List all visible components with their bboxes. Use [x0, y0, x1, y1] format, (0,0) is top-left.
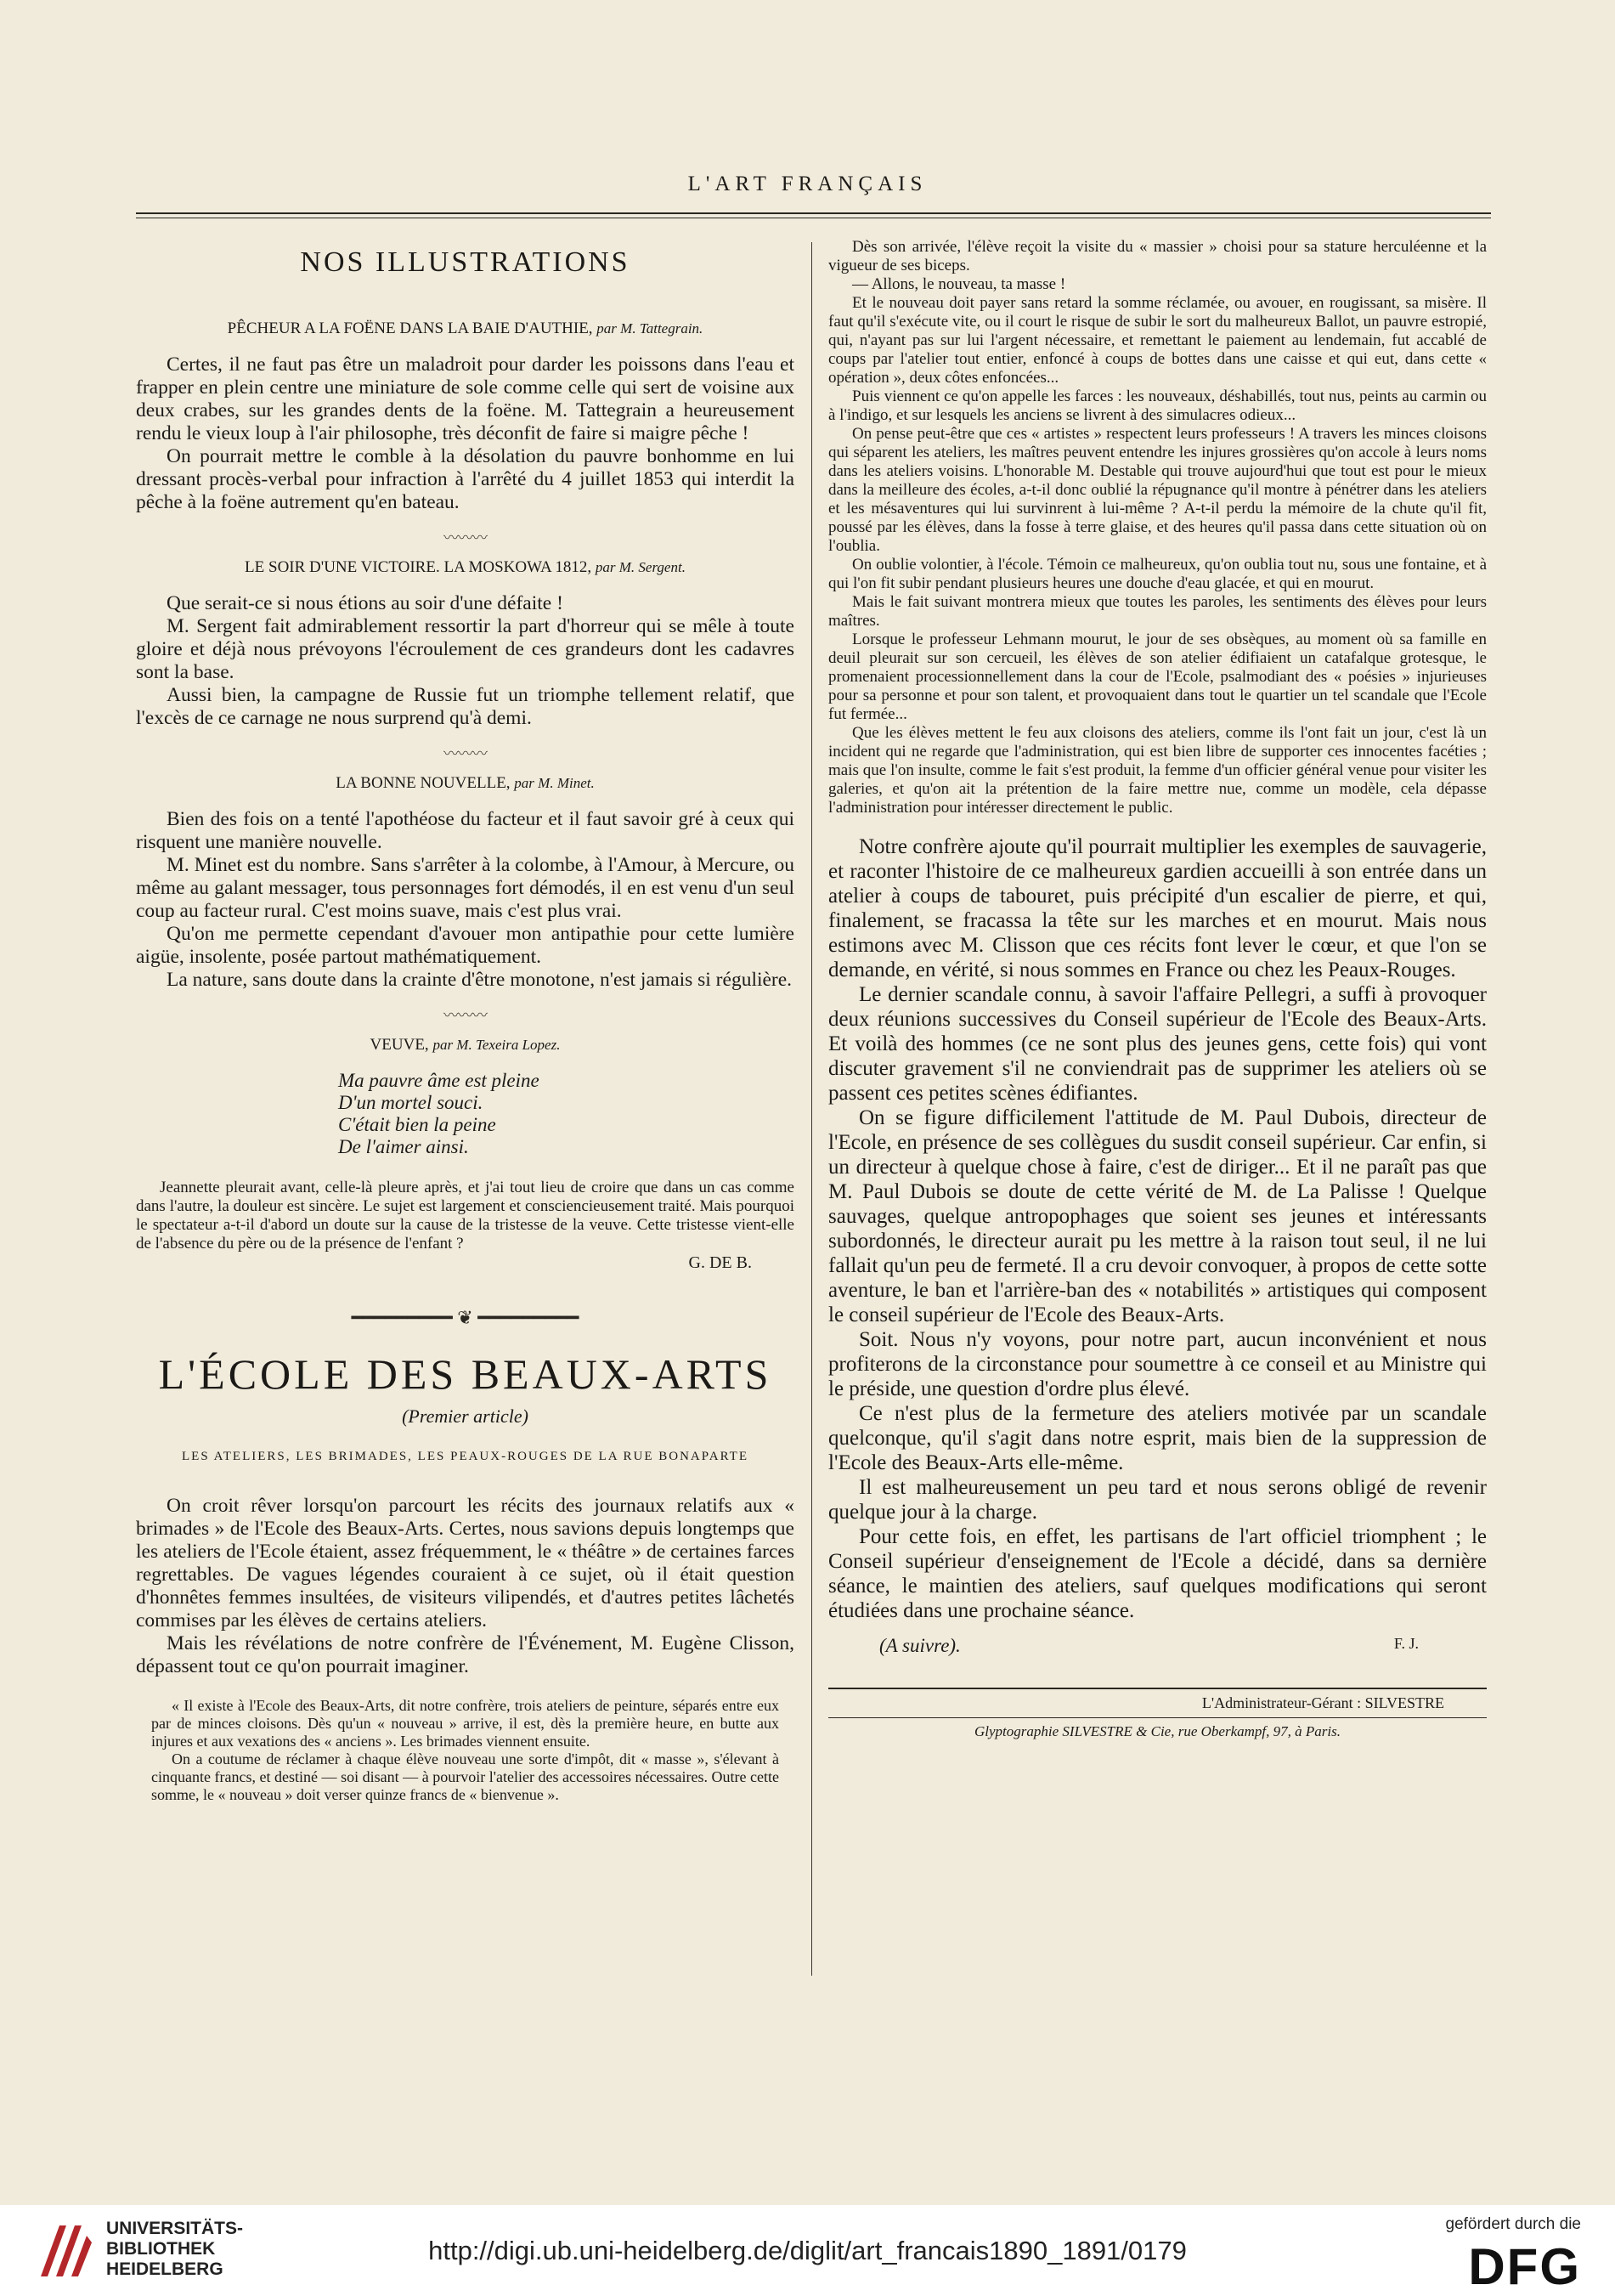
poem-line: C'était bien la peine — [338, 1114, 496, 1135]
caption-title: LA BONNE NOUVELLE, — [336, 774, 511, 792]
left-column — [136, 238, 794, 1804]
paragraph: On croit rêver lorsqu'on parcourt les récits des journaux relatifs aux « brimades » de l'Ecole des Beaux-Arts. Certes, nous savions depuis longtemps que les ateliers de l'Ecole étaient, assez fréquemment, le « théâtre » de certaines farces regrettables. De vagues légendes couraient à ce sujet, où il était question d'honnêtes femmes insultées, de visiteurs vilipendés, et d'autres petites lâchetés commises par les élèves de certains ateliers. — [136, 1495, 794, 1632]
ornament-divider: 〰〰〰 — [443, 529, 487, 546]
illustration-text — [136, 592, 794, 730]
article-title: L'ÉCOLE DES BEAUX-ARTS — [158, 1350, 772, 1398]
paragraph: M. Minet est du nombre. Sans s'arrêter à la colombe, à l'Amour, à Mercure, ou même au galant messager, tous personnages fort démodés, il en est venu d'un seul coup au facteur rural. C'est moins suave, mais c'est plus vrai. — [136, 854, 794, 922]
caption-artist: par M. Minet. — [514, 775, 595, 791]
caption-title: VEUVE, — [370, 1036, 429, 1054]
paragraph: Le dernier scandale connu, à savoir l'affaire Pellegri, a suffi à provoquer deux réunions successives du Conseil supérieur de l'Ecole des Beaux-Arts. Et voilà des hommes (ce ne sont plus des jeunes gens, cette fois) qui vont discuter gravement s'il ne conviendrait pas de supprimer les ateliers où se passent ces petites scènes édifiantes. — [828, 983, 1487, 1105]
caption-artist: par M. Tattegrain. — [596, 320, 703, 336]
caption-title: PÊCHEUR A LA FOËNE DANS LA BAIE D'AUTHIE, — [227, 320, 593, 337]
illustration-text — [136, 353, 794, 514]
quote-paragraph: On a coutume de réclamer à chaque élève nouveau une sorte d'impôt, dit « masse », s'élevant à cinquante francs, et destiné — soi disant — à pourvoir l'atelier des accessoires nécessaires. Outre cette somme, le « nouveau » doit verser quinze francs de « bienvenue ». — [151, 1750, 779, 1803]
right-column — [828, 238, 1487, 1740]
paragraph: Soit. Nous n'y voyons, pour notre part, aucun inconvénient et nous profiterons de la circonstance pour soumettre à ce conseil et au Ministre qui le préside, une question d'ordre plus élevé. — [828, 1328, 1487, 1400]
poem-line: Ma pauvre âme est pleine — [338, 1070, 539, 1091]
printer-line: Glyptographie SILVESTRE & Cie, rue Oberkampf, 97, à Paris. — [828, 1717, 1487, 1740]
quote-paragraph: On pense peut-être que ces « artistes » respectent leurs professeurs ! A travers les minces cloisons qui séparent les ateliers, les maîtres peuvent entendre les injures grossières qu'on accole à leurs noms dans les ateliers voisins. L'honorable M. Destable qui trouve aujourd'hui que tout est pour le mieux dans la meilleure des écoles, a-t-il donc oublié la répugnance qu'il montre à pénétrer dans les ateliers et les mésaventures qui lui survinrent à lui-même ? A-t-il perdu la mémoire de la chute qu'il fit, poussé par les élèves, dans la fosse à terre glaise, et des heures qu'il passa dans cette situation où on l'oublia. — [828, 425, 1487, 555]
paragraph: On pourrait mettre le comble à la désolation du pauvre bonhomme en lui dressant procès-verbal pour infraction à l'arrêté du 4 juillet 1853 qui interdit la pêche à la foëne autrement qu'en bateau. — [136, 445, 794, 513]
header-rule — [136, 212, 1491, 214]
paragraph: Ce n'est plus de la fermeture des ateliers motivée par un scandale quelconque, qu'il s'agit dans notre esprit, mais bien de la suppression de l'Ecole des Beaux-Arts elle-même. — [828, 1402, 1487, 1474]
paragraph: Qu'on me permette cependant d'avouer mon antipathie pour cette lumière aigüe, insolente, posée partout mathématiquement. — [136, 923, 794, 968]
quote-paragraph: Puis viennent ce qu'on appelle les farces : les nouveaux, déshabillés, tout nus, peints au carmin ou à l'indigo, et sur lesquels les anciens se livrent à des simulacres odieux... — [828, 387, 1487, 424]
caption-title: LE SOIR D'UNE VICTOIRE. LA MOSKOWA 1812, — [245, 558, 592, 576]
article-subtitle: (Premier article) — [402, 1405, 528, 1427]
paragraph: Aussi bien, la campagne de Russie fut un triomphe tellement relatif, que l'excès de ce carnage ne nous surprend qu'à demi. — [136, 684, 794, 729]
article-intro — [136, 1495, 794, 1678]
paragraph: Certes, il ne faut pas être un maladroit pour darder les poissons dans l'eau et frapper en plein centre une miniature de sole comme celle qui sert de voisine aux deux crabes, sur les grandes dents de la foëne. M. Tattegrain a heureusement rendu le vieux loup à l'air philosophe, très déconfit de faire si maigre pêche ! — [136, 353, 794, 444]
paragraph: Notre confrère ajoute qu'il pourrait multiplier les exemples de sauvagerie, et raconter l'histoire de ce malheureux gardien accueilli à son entrée dans un atelier à coups de tabouret, puis précipité d'un escalier de pierre, et qui, finalement, se fracassa la tête sur les marches et en mourut. Mais nous estimons avec M. Clisson que ces récits font lever le cœur, et que l'on se demande, en vérité, si nous sommes en France ou chez les Peaux-Rouges. — [828, 835, 1487, 981]
paragraph: La nature, sans doute dans la crainte d'être monotone, n'est jamais si régulière. — [167, 969, 793, 991]
column-divider — [811, 242, 812, 1976]
caption-artist: par M. Sergent. — [595, 559, 686, 575]
quoted-passage — [828, 238, 1487, 817]
library-name-line: HEIDELBERG — [106, 2259, 223, 2279]
illustration-caption — [136, 774, 794, 793]
quote-paragraph: Et le nouveau doit payer sans retard la somme réclamée, ou avouer, en rougissant, sa misère. Il faut qu'il s'exécute vite, ou il court le risque de subir le sort du malheureux Ballot, un pauvre estropié, qui, n'ayant pas sur lui l'argent nécessaire, et remettant le paiement au lendemain, fut accablé de coups par l'atelier tout entier, enfoncé à coups de bottes dans une caisse et qui eut, dans cette « opération », deux côtes enfoncées... — [828, 294, 1487, 387]
poem — [136, 1070, 794, 1158]
illustration-caption — [136, 1036, 794, 1055]
quote-paragraph: « Il existe à l'Ecole des Beaux-Arts, dit notre confrère, trois ateliers de peinture, séparés entre eux par de minces cloisons. Dès qu'un « nouveau » arrive, il est, dès la première heure, en butte aux injures et aux vexations des « anciens ». Les brimades viennent ensuite. — [151, 1697, 779, 1750]
paragraph: Jeannette pleurait avant, celle-là pleure après, et j'ai tout lieu de croire que dans un cas comme dans l'autre, la douleur est sincère. Le sujet est largement et consciencieusement traité. Mais pourquoi le spectateur a-t-il d'abord un doute sur la cause de la tristesse de la veuve. Cette tristesse vient-elle de l'absence du père ou de la présence de l'enfant ? — [136, 1179, 794, 1253]
quoted-passage — [136, 1697, 794, 1804]
continued-note — [828, 1635, 1487, 1657]
author-signature: G. DE B. — [688, 1253, 752, 1272]
dfg-logo: DFG — [1468, 2238, 1581, 2295]
poem-line: D'un mortel souci. — [338, 1092, 483, 1113]
quote-paragraph: Que les élèves mettent le feu aux cloisons des ateliers, comme ils l'ont fait un jour, c'est là un incident qui ne regarde que l'administration, qui est bien libre de supporter ces innocentes facéties ; mais que l'on insulte, comme le fait s'est produit, la femme d'un officier général venue pour visiter les galeries, et qu'on ait la prétention de la faire mettre nue, comme un modèle, cela dépasse l'administration pour intéresser directement le public. — [828, 724, 1487, 817]
paragraph: Que serait-ce si nous étions au soir d'une défaite ! — [167, 592, 563, 614]
permalink-url[interactable]: http://digi.ub.uni-heidelberg.de/diglit/art_francais1890_1891/0179 — [428, 2236, 1187, 2265]
quote-paragraph: — Allons, le nouveau, ta masse ! — [852, 275, 1066, 293]
illustration-text — [136, 808, 794, 992]
paragraph: Bien des fois on a tenté l'apothéose du facteur et il faut savoir gré à ceux qui risquent une manière nouvelle. — [136, 808, 794, 853]
quote-paragraph: On oublie volontier, à l'école. Témoin ce malheureux, qu'on oublia tout nu, sous une fontaine, et à qui l'on fit subir pendant plusieurs heures une douche d'eau glacée, et qui en mourut. — [828, 556, 1487, 592]
funded-by-label: gefördert durch die — [1445, 2215, 1581, 2233]
poem-line: De l'aimer ainsi. — [338, 1136, 469, 1157]
illustration-text — [136, 1179, 794, 1253]
section-divider: ━━━━━━━━━ ❦ ━━━━━━━━━ — [351, 1307, 579, 1328]
quote-paragraph: Dès son arrivée, l'élève reçoit la visite du « massier » choisi pour sa stature herculéenne et la vigueur de ses biceps. — [828, 238, 1487, 274]
to-be-continued: (A suivre). — [879, 1635, 961, 1656]
author-initials: F. J. — [1393, 1635, 1419, 1652]
library-name-line: BIBLIOTHEK — [106, 2239, 216, 2259]
quote-paragraph: Lorsque le professeur Lehmann mourut, le jour de ses obsèques, au moment où sa famille en deuil pleurait sur son cercueil, les élèves de son atelier édifiaient un catafalque grotesque, le promenaient processionnellement dans la cour de l'Ecole, psalmodiant des « poésies » injurieuses pour sa personne et pour son talent, et provoquaient dans tout le quartier un tel scandale que l'Ecole fut fermée... — [828, 631, 1487, 723]
paragraph: Pour cette fois, en effet, les partisans de l'art officiel triomphent ; le Conseil supérieur d'enseignement de l'Ecole a décidé, dans sa dernière séance, le maintien des ateliers, sauf quelques modifications qui seront étudiées dans une prochaine séance. — [828, 1525, 1487, 1622]
ornament-divider: 〰〰〰 — [443, 1007, 487, 1024]
footer-bar — [0, 2205, 1615, 2295]
article-headings: LES ATELIERS, LES BRIMADES, LES PEAUX-ROUGES DE LA RUE BONAPARTE — [182, 1450, 748, 1463]
quote-paragraph: Mais le fait suivant montrera mieux que toutes les paroles, les sentiments des élèves pour leurs maîtres. — [828, 593, 1487, 630]
paragraph: Il est malheureusement un peu tard et nous serons obligé de revenir quelque jour à la charge. — [828, 1476, 1487, 1524]
running-title: L'ART FRANÇAIS — [687, 172, 928, 195]
paragraph: M. Sergent fait admirablement ressortir la part d'horreur qui se mêle à toute gloire et déjà nous prévoyons l'écroulement de ces grandeurs dont les cadavres sont la base. — [136, 615, 794, 683]
administrator-line: L'Administrateur-Gérant : SILVESTRE — [828, 1688, 1487, 1712]
paragraph: On se figure difficilement l'attitude de M. Paul Dubois, directeur de l'Ecole, en présence de ses collègues du susdit conseil supérieur. Car enfin, si un directeur à quelque chose à faire, c'est de diriger... Et il ne paraît pas que M. Paul Dubois se doute de cette vérité de M. de La Palisse ! Quelque sauvages, quelque antropophages que soient ses jeunes et intéressants subordonnés, le directeur aurait pu les mettre à la raison tout seul, il ne lui fallait qu'un peu de fermeté. Il a cru devoir convoquer, à propos de cette sotte aventure, le ban et l'arrière-ban des « notabilités » artistiques qui composent le conseil supérieur de l'Ecole des Beaux-Arts. — [828, 1106, 1487, 1326]
caption-artist: par M. Texeira Lopez. — [432, 1037, 561, 1053]
article-continuation — [828, 834, 1487, 1623]
section-title: NOS ILLUSTRATIONS — [300, 246, 630, 278]
illustration-caption — [136, 320, 794, 338]
paragraph: Mais les révélations de notre confrère de l'Événement, M. Eugène Clisson, dépassent tout ce qu'on pourrait imaginer. — [136, 1632, 794, 1677]
ornament-divider: 〰〰〰 — [443, 745, 487, 762]
library-name-line: UNIVERSITÄTS- — [106, 2219, 244, 2238]
illustration-caption — [136, 558, 794, 577]
